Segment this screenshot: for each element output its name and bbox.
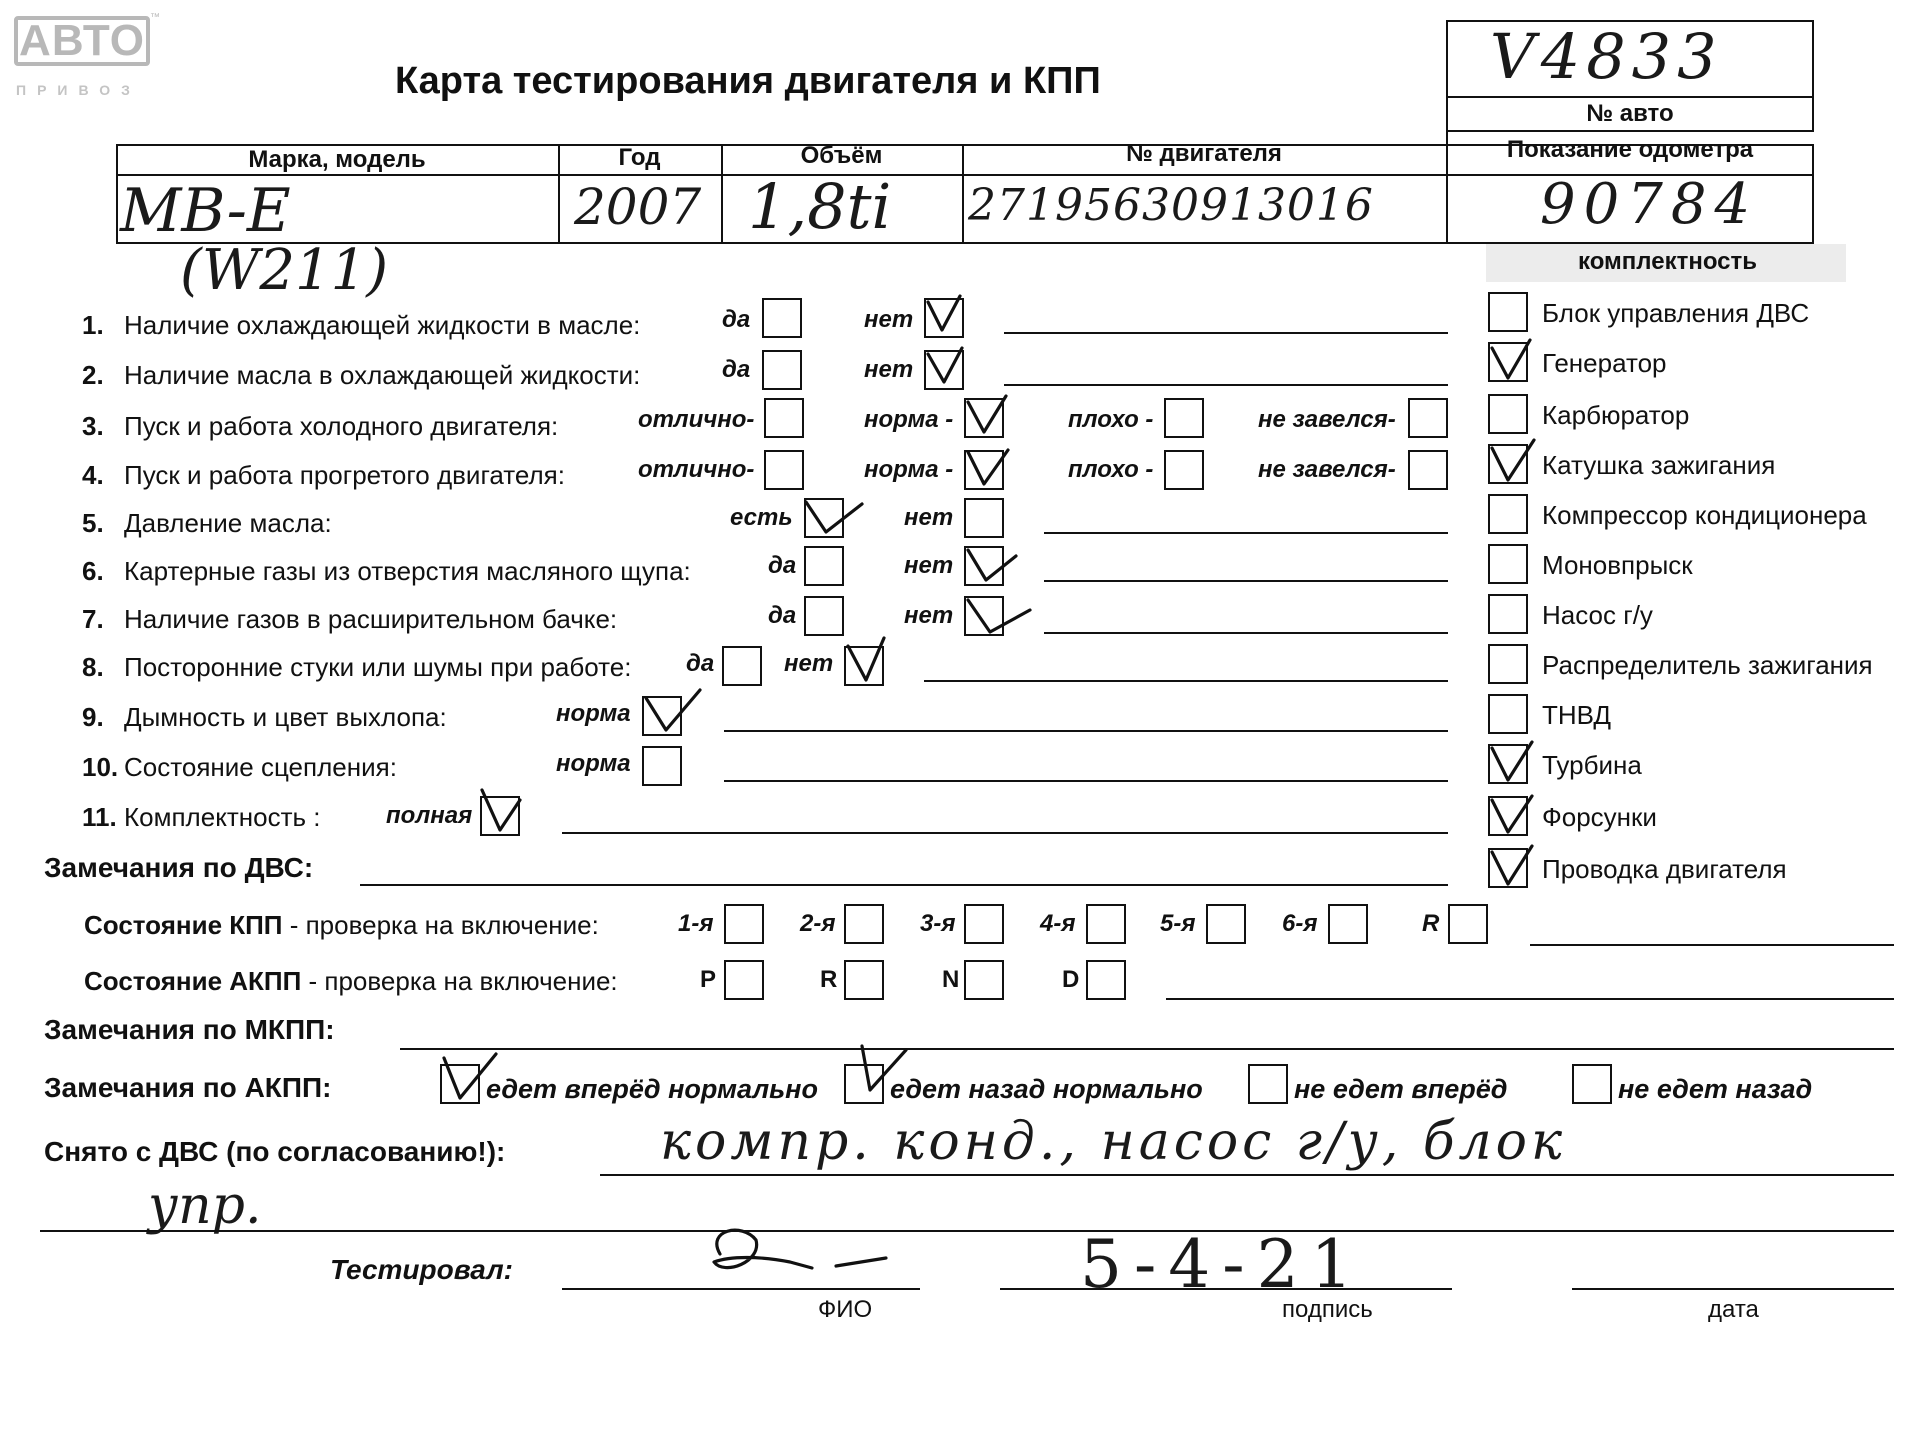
question-text: Наличие охлаждающей жидкости в масле: [124, 310, 641, 340]
check-mark [848, 638, 884, 680]
kit-item-label: Карбюратор [1542, 400, 1690, 430]
akpp-gear-label: N [942, 966, 960, 993]
opt-normal: норма - [864, 406, 954, 433]
removed-text-line1: компр. конд., насос г/у, блок [660, 1112, 1567, 1172]
kit-item-label: Распределитель зажигания [1542, 650, 1873, 680]
opt-full: полная [386, 802, 473, 829]
signature-caption: подпись [1282, 1296, 1373, 1323]
opt-normal: норма - [864, 456, 954, 483]
check-mark [862, 1046, 906, 1090]
kit-item-label: Блок управления ДВС [1542, 298, 1810, 328]
question-number: 4. [82, 460, 104, 490]
check-mark [1492, 440, 1534, 480]
logo-main-text: АВТО [14, 16, 150, 66]
date-value: 5-4-21 [1080, 1226, 1365, 1303]
akpp-label-rest: - проверка на включение: [301, 966, 618, 996]
question-number: 6. [82, 556, 104, 586]
question-text: Наличие газов в расширительном бачке: [124, 604, 618, 634]
question-number: 7. [82, 604, 104, 634]
check-mark [1492, 742, 1532, 780]
check-mark [1492, 846, 1532, 884]
kit-item-label: Насос г/у [1542, 600, 1653, 630]
question-text: Пуск и работа прогретого двигателя: [124, 460, 565, 490]
gear-label: 4-я [1040, 910, 1076, 937]
opt-no: нет [864, 306, 914, 333]
brand-header: Марка, модель [248, 146, 426, 173]
odometer-value: 90784 [1540, 172, 1759, 237]
check-mark [928, 296, 960, 330]
auto-number-label: № авто [1586, 100, 1674, 127]
check-mark [444, 1054, 496, 1098]
check-mark [646, 690, 700, 730]
opt-no: нет [904, 602, 954, 629]
gear-label: 5-я [1160, 910, 1196, 937]
check-mark [968, 600, 1030, 632]
question-number: 2. [82, 360, 104, 390]
akpp-no-forward-label: не едет вперёд [1294, 1074, 1508, 1104]
tested-label: Тестировал: [330, 1254, 513, 1285]
kit-title: комплектность [1578, 248, 1758, 275]
akpp-gear-label: P [700, 966, 717, 993]
gear-label: 3-я [920, 910, 956, 937]
removed-text-line2: упр. [148, 1176, 262, 1236]
auto-number-value: V4833 [1490, 20, 1723, 93]
question-text: Картерные газы из отверстия масляного щупа: [124, 556, 691, 586]
removed-label: Снято с ДВС (по согласованию!): [44, 1136, 506, 1167]
opt-yes: да [768, 602, 797, 629]
kit-item-label: Катушка зажигания [1542, 450, 1776, 480]
signature-stroke [714, 1230, 886, 1268]
check-mark [806, 502, 862, 532]
date-caption: дата [1708, 1296, 1759, 1323]
akpp-forward-ok-label: едет вперёд нормально [486, 1074, 818, 1104]
logo-sub-text: ПРИВОЗ [16, 82, 141, 98]
opt-not-started: не завелся- [1258, 456, 1396, 483]
year-header: Год [618, 144, 661, 171]
opt-present: есть [730, 504, 793, 531]
logo-trademark: ™ [150, 12, 160, 23]
kit-item-label: Компрессор кондиционера [1542, 500, 1867, 530]
kit-item-label: Проводка двигателя [1542, 854, 1787, 884]
year-value: 2007 [574, 178, 702, 236]
check-mark [482, 790, 520, 830]
question-number: 9. [82, 702, 104, 732]
question-text: Состояние сцепления: [124, 752, 397, 782]
opt-excellent: отлично- [638, 456, 755, 483]
opt-bad: плохо - [1068, 456, 1154, 483]
odometer-header: Показание одометра [1506, 136, 1754, 163]
akpp-back-ok-label: едет назад нормально [890, 1074, 1203, 1104]
question-number: 11. [82, 802, 117, 832]
opt-no: нет [904, 504, 954, 531]
akpp-no-back-label: не едет назад [1618, 1074, 1813, 1104]
check-mark [928, 348, 962, 382]
kit-item-label: Форсунки [1542, 802, 1657, 832]
question-number: 8. [82, 652, 104, 682]
remarks-mkpp-label: Замечания по МКПП: [44, 1014, 335, 1045]
akpp-gear-label: D [1062, 966, 1080, 993]
opt-yes: да [768, 552, 797, 579]
gear-label: 6-я [1282, 910, 1318, 937]
kit-item-label: Генератор [1542, 348, 1667, 378]
opt-bad: плохо - [1068, 406, 1154, 433]
gear-label: 1-я [678, 910, 714, 937]
remarks-engine-label: Замечания по ДВС: [44, 852, 314, 883]
question-text: Посторонние стуки или шумы при работе: [124, 652, 632, 682]
brand-value: MB-E [120, 176, 291, 246]
engine-value: 27195630913016 [968, 180, 1374, 231]
page-title: Карта тестирования двигателя и КПП [395, 60, 1101, 102]
kit-item-label: Турбина [1542, 750, 1642, 780]
opt-no: нет [904, 552, 954, 579]
opt-yes: да [686, 650, 715, 677]
remarks-akpp-label: Замечания по АКПП: [44, 1072, 332, 1103]
opt-yes: да [722, 356, 751, 383]
question-text: Пуск и работа холодного двигателя: [124, 411, 559, 441]
question-number: 1. [82, 310, 104, 340]
volume-value: 1,8ti [748, 170, 892, 243]
check-mark [968, 450, 1008, 484]
akpp-gear-label: R [820, 966, 838, 993]
kpp-label-rest: - проверка на включение: [282, 910, 599, 940]
question-text: Комплектность : [124, 802, 321, 832]
check-mark [1492, 796, 1532, 832]
brand-note: (W211) [180, 238, 389, 303]
opt-normal: норма [556, 700, 631, 727]
opt-no: нет [864, 356, 914, 383]
question-number: 10. [82, 752, 119, 782]
question-number: 3. [82, 411, 104, 441]
gear-label: 2-я [800, 910, 836, 937]
question-text: Дымность и цвет выхлопа: [124, 702, 447, 732]
opt-no: нет [784, 650, 834, 677]
check-mark [968, 550, 1016, 580]
question-text: Наличие масла в охлаждающей жидкости: [124, 360, 641, 390]
opt-not-started: не завелся- [1258, 406, 1396, 433]
volume-header: Объём [800, 142, 883, 169]
fio-caption: ФИО [818, 1296, 873, 1323]
opt-yes: да [722, 306, 751, 333]
opt-normal: норма [556, 750, 631, 777]
kpp-label-bold: Состояние КПП [84, 910, 283, 940]
engine-header: № двигателя [1126, 140, 1282, 167]
kit-item-label: Моновпрыск [1542, 550, 1693, 580]
check-mark [1492, 340, 1530, 378]
kit-item-label: ТНВД [1542, 700, 1612, 730]
akpp-label-bold: Состояние АКПП [84, 966, 302, 996]
opt-excellent: отлично- [638, 406, 755, 433]
gear-label: R [1422, 910, 1440, 937]
check-mark [968, 396, 1006, 432]
question-number: 5. [82, 508, 104, 538]
question-text: Давление масла: [124, 508, 332, 538]
